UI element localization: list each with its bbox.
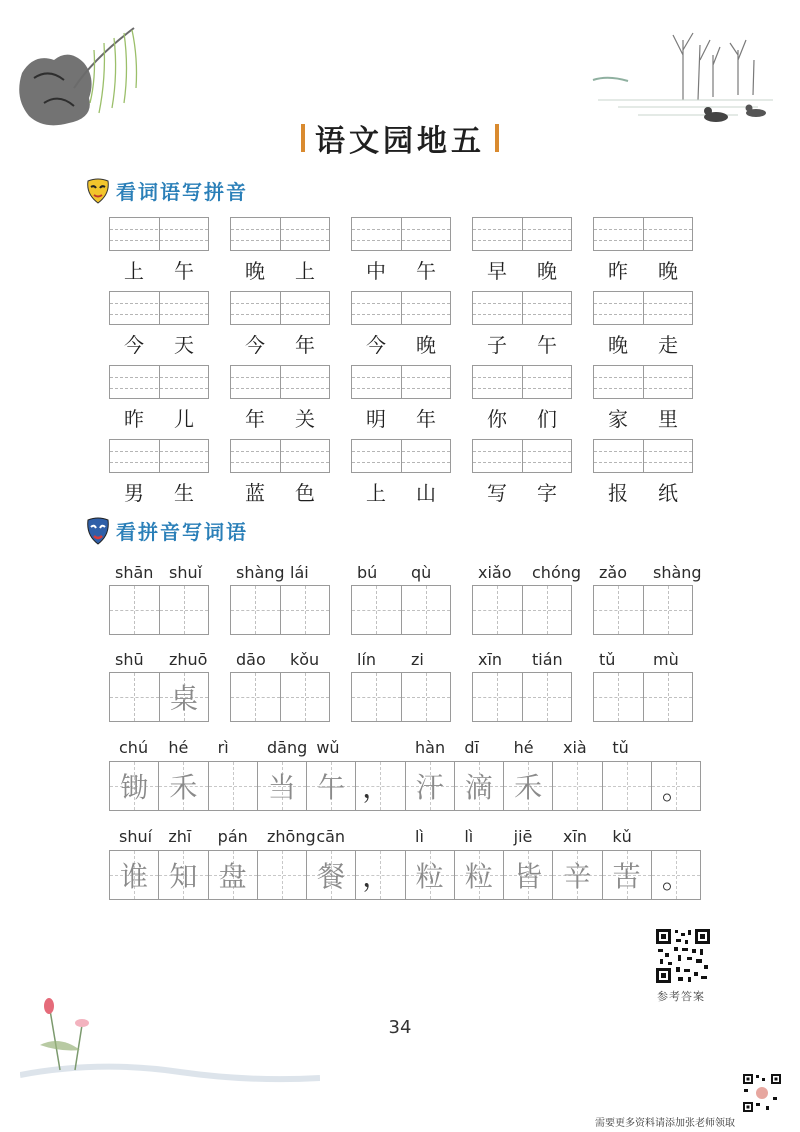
word-character: 午 [174,259,194,283]
word-character: 你 [487,407,507,431]
title-text: 语文园地五 [315,124,485,159]
tianzige-cell[interactable] [110,762,158,810]
character-writing-box[interactable] [593,672,693,722]
pinyin-label: kǒu [290,650,320,669]
trace-character: 餐 [317,860,346,893]
pinyin-label: chóng [532,563,582,582]
tianzige-cell[interactable] [306,762,355,810]
word-character: 走 [658,333,678,357]
word-character: 字 [537,481,557,505]
word-character: 年 [295,333,315,357]
word-character: 年 [416,407,436,431]
trace-character [281,586,329,634]
tianzige-cell[interactable] [602,762,651,810]
poem-pinyin: zhī [168,827,192,846]
word-characters [351,255,451,284]
pinyin-writing-box[interactable] [472,365,572,399]
word-character: 纸 [658,481,678,505]
word-character: 明 [366,407,386,431]
character-writing-box[interactable] [472,672,572,722]
word-character: 家 [608,407,628,431]
tianzige-cell[interactable] [280,586,329,634]
trace-character [594,586,643,634]
tianzige-cell[interactable] [231,673,280,721]
trace-character [160,586,208,634]
word-characters [351,403,451,432]
trace-character: 禾 [169,771,198,804]
tianzige-cell[interactable] [158,851,207,899]
trace-character: 禾 [514,771,543,804]
pinyin-label: bú [357,563,378,582]
pinyin-writing-box[interactable] [593,365,693,399]
trace-character: 粒 [464,860,493,893]
poem-pinyin: xīn [563,827,588,846]
section2-header [86,516,248,545]
trace-character: 知 [169,860,198,893]
tianzige-cell[interactable] [352,586,401,634]
pinyin-label: zhuō [169,650,208,669]
footer-note: 需要更多资料请添加张老师领取 [595,1118,735,1129]
trace-character: 午 [317,771,346,804]
pinyin-writing-box[interactable] [593,291,693,325]
trace-character [523,673,571,721]
pinyin-writing-box[interactable] [109,217,209,251]
word-character: 里 [658,407,678,431]
trace-character [644,673,692,721]
trace-character [110,673,159,721]
pinyin-label: tǔ [599,650,616,669]
tianzige-cell[interactable] [257,851,306,899]
word-character: 关 [295,407,315,431]
poem-pinyin: hé [168,738,189,757]
opera-mask-icon [86,517,110,545]
trace-character [281,673,329,721]
pinyin-label: lín [357,650,377,669]
poem-pinyin: wǔ [316,738,340,757]
word-character: 晚 [416,333,436,357]
pinyin-writing-box[interactable] [593,217,693,251]
page-number: 34 [388,1017,412,1038]
word-characters [109,329,209,358]
word-character: 男 [124,481,144,505]
tianzige-cell[interactable] [280,673,329,721]
tianzige-cell[interactable] [159,673,208,721]
word-character: 写 [487,481,507,505]
word-character: 儿 [174,407,194,431]
word-characters [351,477,451,506]
tianzige-cell[interactable] [594,586,643,634]
trace-character: 谁 [120,860,149,893]
poem-pinyin: kǔ [612,827,632,846]
tianzige-cell[interactable] [454,762,503,810]
tianzige-cell[interactable] [552,851,601,899]
trace-character [258,851,306,899]
poem-pinyin: rì [217,738,229,757]
trace-character: 桌 [169,682,198,715]
word-character: 年 [245,407,265,431]
poem-pinyin: lì [464,827,474,846]
trace-character: 滴 [464,771,493,804]
character-writing-box[interactable] [109,585,209,635]
word-characters [351,329,451,358]
punctuation-mark: 。 [661,773,690,806]
tianzige-cell[interactable] [401,673,450,721]
tianzige-cell[interactable] [552,762,601,810]
poem-pinyin: dī [464,738,479,757]
pinyin-label: zi [411,650,424,669]
poem-pinyin: hé [513,738,534,757]
word-character: 今 [366,333,386,357]
pinyin-writing-box[interactable] [351,291,451,325]
pinyin-label: shuǐ [169,563,203,582]
word-character: 午 [537,333,557,357]
word-characters [230,403,330,432]
trace-character: 汗 [415,771,444,804]
poem-pinyin: tǔ [612,738,629,757]
qr-code-small-icon [742,1073,782,1113]
word-character: 晚 [658,259,678,283]
tianzige-cell[interactable] [110,851,158,899]
trace-character [231,586,280,634]
word-character: 今 [124,333,144,357]
tianzige-cell[interactable] [405,762,454,810]
tianzige-cell[interactable] [257,762,306,810]
pinyin-writing-box[interactable] [109,365,209,399]
section1-label: 看词语写拼音 [116,180,248,204]
pinyin-label: xīn [478,650,503,669]
tianzige-cell[interactable] [602,851,651,899]
punctuation-mark: ， [362,771,391,804]
section1-header [86,176,248,205]
word-character: 上 [295,259,315,283]
trace-character: 当 [267,771,296,804]
pinyin-writing-box[interactable] [230,217,330,251]
pinyin-label: lái [290,563,309,582]
word-character: 蓝 [245,481,265,505]
word-character: 生 [174,481,194,505]
poem-writing-row[interactable] [109,850,701,900]
trace-character [352,673,401,721]
pinyin-label: qù [411,563,432,582]
character-writing-box[interactable] [230,672,330,722]
trace-character [523,586,571,634]
trace-character: 辛 [563,860,592,893]
character-writing-box[interactable] [351,672,451,722]
trace-character [473,673,522,721]
word-character: 早 [487,259,507,283]
pinyin-label: shàng [653,563,702,582]
word-character: 子 [487,333,507,357]
tianzige-cell[interactable] [159,586,208,634]
tianzige-cell[interactable] [208,762,257,810]
character-writing-box[interactable] [230,585,330,635]
opera-mask-icon [86,178,110,204]
word-characters [472,477,572,506]
pinyin-label: dāo [236,650,266,669]
punctuation-mark: ， [362,860,391,893]
character-writing-box[interactable] [593,585,693,635]
pinyin-label: mù [653,650,679,669]
trace-character [209,762,257,810]
trace-character [402,673,450,721]
character-writing-box[interactable] [109,672,209,722]
poem-pinyin: shuí [119,827,153,846]
tianzige-cell[interactable] [643,673,692,721]
word-characters [593,403,693,432]
word-characters [109,403,209,432]
word-characters [593,477,693,506]
word-characters [230,329,330,358]
trace-character [594,673,643,721]
word-character: 山 [416,481,436,505]
word-characters [472,329,572,358]
word-character: 晚 [608,333,628,357]
tianzige-cell[interactable] [643,586,692,634]
pinyin-writing-box[interactable] [230,365,330,399]
trace-character: 锄 [120,771,149,804]
poem-pinyin: cān [316,827,346,846]
qr-code-icon [654,927,712,985]
tianzige-cell[interactable] [306,851,355,899]
trace-character: 盘 [218,860,247,893]
poem-pinyin: hàn [415,738,446,757]
tianzige-cell[interactable] [208,851,257,899]
tianzige-cell[interactable] [503,762,552,810]
trace-character [402,586,450,634]
lotus-illustration [20,990,320,1090]
word-character: 午 [416,259,436,283]
poem-pinyin: chú [119,738,149,757]
word-character: 中 [366,259,386,283]
pinyin-label: shū [115,650,144,669]
character-writing-box[interactable] [472,585,572,635]
word-character: 上 [366,481,386,505]
pinyin-writing-box[interactable] [472,439,572,473]
pinyin-writing-box[interactable] [109,439,209,473]
word-character: 们 [537,407,557,431]
page-title [0,116,800,160]
tianzige-cell[interactable] [231,586,280,634]
pinyin-label: tián [532,650,563,669]
poem-pinyin: zhōng [267,827,316,846]
trace-character: 粒 [415,860,444,893]
word-characters [472,403,572,432]
pinyin-writing-box[interactable] [351,217,451,251]
tianzige-cell[interactable] [158,762,207,810]
pinyin-writing-box[interactable] [109,291,209,325]
poem-pinyin: lì [415,827,424,846]
pinyin-label: zǎo [599,563,627,582]
trace-character: 皆 [514,860,543,893]
tianzige-cell[interactable] [651,762,700,810]
word-characters [230,477,330,506]
poem-pinyin: pán [217,827,248,846]
word-characters [109,255,209,284]
word-characters [472,255,572,284]
word-characters [230,255,330,284]
word-character: 昨 [608,259,628,283]
section2-label: 看拼音写词语 [116,520,248,544]
trace-character [603,762,651,810]
title-bar-left [301,124,305,152]
trace-character [352,586,401,634]
tianzige-cell[interactable] [522,673,571,721]
poem-pinyin: dāng [267,738,308,757]
character-writing-box[interactable] [351,585,451,635]
pinyin-label: xiǎo [478,563,512,582]
tianzige-cell[interactable] [355,762,404,810]
tianzige-cell[interactable] [594,673,643,721]
tianzige-cell[interactable] [110,586,159,634]
tianzige-cell[interactable] [651,851,700,899]
word-character: 色 [295,481,315,505]
poem-pinyin: xià [563,738,587,757]
punctuation-mark: 。 [661,862,690,895]
pinyin-writing-box[interactable] [230,439,330,473]
poem-writing-row[interactable] [109,761,701,811]
tianzige-cell[interactable] [454,851,503,899]
word-character: 报 [608,481,628,505]
poem-pinyin: jiē [513,827,533,846]
tianzige-cell[interactable] [401,586,450,634]
tianzige-cell[interactable] [405,851,454,899]
pinyin-writing-box[interactable] [593,439,693,473]
pinyin-writing-box[interactable] [351,439,451,473]
tianzige-cell[interactable] [473,586,522,634]
trace-character [553,762,601,810]
word-characters [593,329,693,358]
pinyin-writing-box[interactable] [351,365,451,399]
tianzige-cell[interactable] [503,851,552,899]
word-character: 晚 [245,259,265,283]
pinyin-label: shān [115,563,154,582]
trace-character [110,586,159,634]
pinyin-writing-box[interactable] [230,291,330,325]
word-characters [593,255,693,284]
pinyin-writing-box[interactable] [472,291,572,325]
trace-character: 苦 [612,860,641,893]
word-character: 昨 [124,407,144,431]
word-characters [109,477,209,506]
qr-caption: 参考答案 [657,990,705,1003]
word-character: 天 [174,333,194,357]
trace-character [231,673,280,721]
word-character: 晚 [537,259,557,283]
tianzige-cell[interactable] [110,673,159,721]
pinyin-writing-box[interactable] [472,217,572,251]
tianzige-cell[interactable] [352,673,401,721]
pinyin-label: shàng [236,563,285,582]
tianzige-cell[interactable] [522,586,571,634]
word-character: 今 [245,333,265,357]
word-character: 上 [124,259,144,283]
tianzige-cell[interactable] [473,673,522,721]
trace-character [644,586,692,634]
trace-character [473,586,522,634]
title-bar-right [495,124,499,152]
tianzige-cell[interactable] [355,851,404,899]
